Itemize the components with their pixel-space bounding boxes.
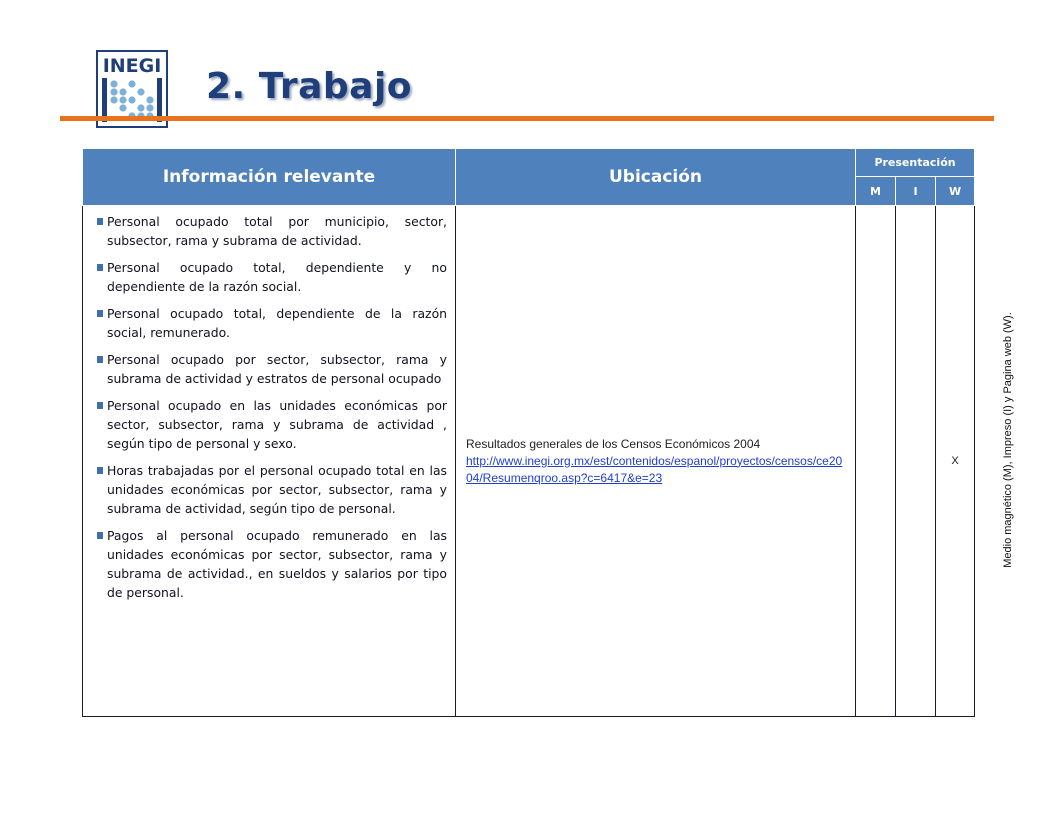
header-informacion-relevante: Información relevante bbox=[83, 149, 456, 206]
header-w: W bbox=[936, 177, 975, 206]
page-title: 2. Trabajo bbox=[206, 66, 413, 107]
bullet-icon bbox=[97, 402, 103, 409]
bullet-icon bbox=[97, 532, 103, 539]
list-item: Personal ocupado total por municipio, sector, subsector, rama y subrama de actividad. bbox=[107, 212, 447, 250]
presentation-legend bbox=[1001, 285, 1015, 595]
list-item: Personal ocupado en las unidades económicas por sector, subsector, rama y subrama de actividad , según tipo de personal y sexo. bbox=[107, 396, 447, 453]
bullet-icon bbox=[97, 467, 103, 474]
header-divider bbox=[60, 116, 994, 121]
bullet-icon bbox=[97, 264, 103, 271]
info-table bbox=[82, 148, 975, 717]
presentation-legend-text: Medio magnético (M), Impreso (I) y Pagina web (W). bbox=[1002, 312, 1014, 568]
header-m: M bbox=[856, 177, 896, 206]
info-cell bbox=[83, 206, 456, 717]
list-item: Horas trabajadas por el personal ocupado total en las unidades económicas por sector, subsector, rama y subrama de actividad, según tipo de personal. bbox=[107, 461, 447, 518]
list-item: Personal ocupado total, dependiente de la razón social, remunerado. bbox=[107, 304, 447, 342]
info-list bbox=[107, 212, 447, 602]
bullet-icon bbox=[97, 310, 103, 317]
mark-w-cell: X bbox=[936, 206, 975, 717]
ubicacion-cell bbox=[456, 206, 856, 717]
list-item: Pagos al personal ocupado remunerado en las unidades económicas por sector, subsector, rama y subrama de actividad., en sueldos y salarios por tipo de personal. bbox=[107, 526, 447, 602]
header-i: I bbox=[896, 177, 936, 206]
bullet-icon bbox=[97, 356, 103, 363]
header-presentacion: Presentación bbox=[856, 149, 975, 177]
mark-m-cell bbox=[856, 206, 896, 717]
ubicacion-link[interactable]: http://www.inegi.org.mx/est/contenidos/espanol/proyectos/censos/ce2004/Resumenqroo.asp?c=6417&e=23 bbox=[466, 453, 843, 485]
bullet-icon bbox=[97, 218, 103, 225]
mark-i-cell bbox=[896, 206, 936, 717]
header-ubicacion: Ubicación bbox=[456, 149, 856, 206]
list-item: Personal ocupado total, dependiente y no dependiente de la razón social. bbox=[107, 258, 447, 296]
list-item: Personal ocupado por sector, subsector, rama y subrama de actividad y estratos de personal ocupado bbox=[107, 350, 447, 388]
ubicacion-description: Resultados generales de los Censos Económicos 2004 bbox=[466, 436, 761, 451]
svg-text:INEGI: INEGI bbox=[102, 55, 162, 77]
